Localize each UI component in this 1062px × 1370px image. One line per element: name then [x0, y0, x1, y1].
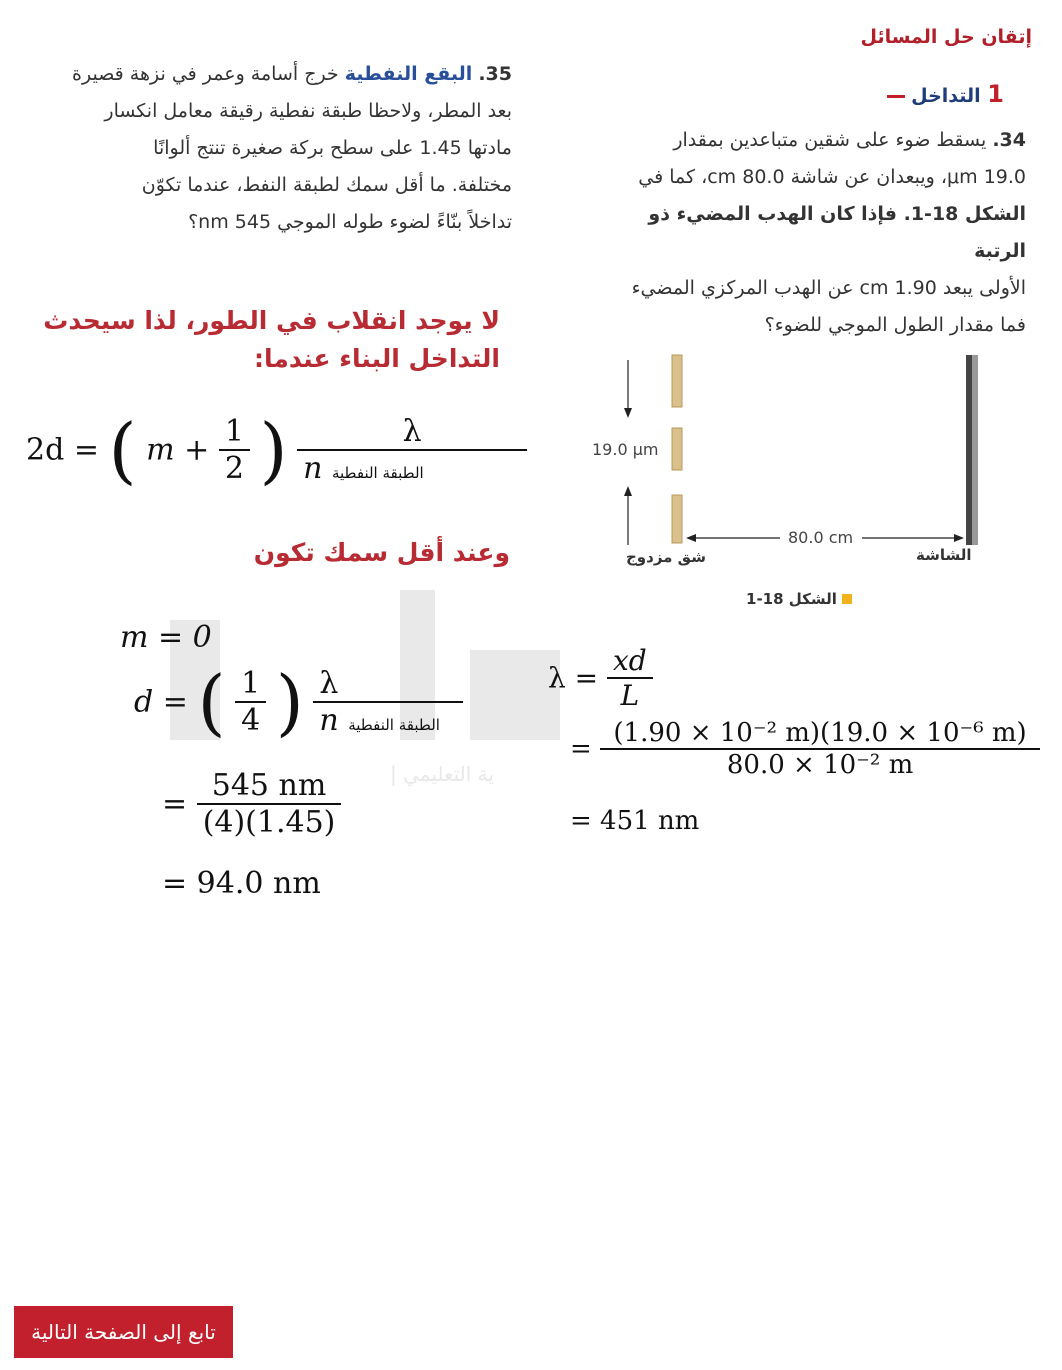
eq-m-plus: m + [146, 432, 210, 468]
problem-34-line: يسقط ضوء على شقين متباعدين بمقدار [673, 129, 987, 151]
frac-num-lambda: λ [319, 666, 339, 701]
watermark-text: ية التعليمي | [390, 762, 494, 786]
distance-label: 80.0 cm [788, 528, 854, 547]
equation-d [134, 660, 463, 744]
result-wavelength: = 451 nm [570, 806, 700, 836]
figure-double-slit [590, 350, 990, 620]
paren-open: ( [108, 408, 137, 492]
problem-35-line: تداخلاً بنّاءً لضوء طوله الموجي 545 nm؟ [188, 211, 512, 233]
eq-lambda-lhs: λ = [548, 661, 599, 695]
problem-34-line: الشكل 18-1. فإذا كان الهدب المضيء ذو الرتبة [648, 203, 1026, 262]
frac-den: 80.0 × 10⁻² m [600, 748, 1040, 780]
equation-lambda-numeric [570, 718, 1040, 780]
subsection-title: التداخل [911, 85, 981, 107]
equation-d-numeric [162, 768, 341, 840]
n-subscript: الطبقة النفطية [348, 716, 440, 734]
fraction-numeric [197, 768, 342, 840]
problem-35-number: 35. [478, 63, 512, 85]
eq-d-lhs: d = [134, 684, 188, 720]
paren-open: ( [197, 660, 226, 744]
note-line: لا يوجد انقلاب في الطور، لذا سيحدث [43, 306, 500, 335]
paren-close: ) [259, 408, 288, 492]
fraction-half [219, 414, 250, 486]
frac-den: (4)(1.45) [197, 803, 342, 840]
problem-35-line: مادتها 1.45 على سطح بركة صغيرة تنتج ألوانًا [153, 137, 512, 159]
n-symbol: n [303, 451, 323, 486]
dash-mark [887, 95, 905, 98]
problem-35-title: البقع النفطية [344, 63, 473, 85]
equation-lambda [548, 644, 653, 712]
problem-34-line: فما مقدار الطول الموجي للضوء؟ [764, 314, 1026, 336]
fraction-lambda-n [313, 666, 463, 738]
double-slit-label: شق مزدوج [626, 548, 706, 566]
caption-square-icon [842, 594, 852, 604]
problem-34-line: 19.0 μm، ويبعدان عن شاشة 80.0 cm، كما في [638, 166, 1026, 188]
frac-num: 1 [241, 666, 261, 701]
frac-den-n [313, 701, 463, 738]
frac-num: 545 nm [211, 768, 327, 803]
fraction-numeric [600, 718, 1040, 780]
frac-num: xd [613, 644, 647, 677]
equation-constructive [26, 408, 527, 492]
section-title: إتقان حل المسائل [860, 26, 1032, 48]
screen-label: الشاشة [916, 546, 972, 564]
n-symbol: n [319, 703, 339, 738]
frac-num-lambda: λ [402, 414, 422, 449]
eq-m-zero: m = 0 [120, 620, 212, 655]
n-subscript: الطبقة النفطية [331, 464, 424, 482]
eq-lhs: 2d = [26, 432, 99, 468]
eq-sign: = [570, 734, 592, 764]
frac-den-n [297, 449, 527, 486]
subsection-number: 1 [987, 80, 1004, 108]
note-no-phase-inversion [20, 302, 500, 378]
problem-34-number: 34. [992, 129, 1026, 151]
problem-35-line: بعد المطر، ولاحظا طبقة نفطية رقيقة معامل انكسار [104, 100, 512, 122]
problem-35-line: خرج أسامة وعمر في نزهة قصيرة [72, 63, 339, 85]
frac-num: (1.90 × 10⁻² m)(19.0 × 10⁻⁶ m) [613, 718, 1027, 748]
paren-close: ) [275, 660, 304, 744]
figure-caption [746, 590, 852, 608]
problem-34 [596, 122, 1026, 344]
frac-den: L [607, 677, 653, 712]
double-slit-diagram [590, 350, 990, 620]
frac-den: 4 [235, 701, 266, 738]
fraction-quarter [235, 666, 266, 738]
caption-text: الشكل 18-1 [746, 590, 837, 608]
frac-num: 1 [224, 414, 244, 449]
fraction-lambda-n [297, 414, 527, 486]
problem-34-line: الأولى يبعد 1.90 cm عن الهدب المركزي المضيء [631, 277, 1026, 299]
result-thickness: = 94.0 nm [162, 866, 321, 901]
slit-spacing-label: 19.0 μm [592, 440, 659, 459]
continue-next-page-button[interactable]: تابع إلى الصفحة التالية [14, 1306, 233, 1358]
problem-35 [52, 56, 512, 241]
note-line: التداخل البناء عندما: [253, 344, 500, 373]
problem-35-line: مختلفة. ما أقل سمك لطبقة النفط، عندما تكوّن [141, 174, 512, 196]
eq-sign: = [162, 786, 188, 822]
fraction-xd-L [607, 644, 653, 712]
frac-den: 2 [219, 449, 250, 486]
note-min-thickness: وعند أقل سمك تكون [253, 538, 510, 567]
subsection-heading [887, 80, 1005, 108]
